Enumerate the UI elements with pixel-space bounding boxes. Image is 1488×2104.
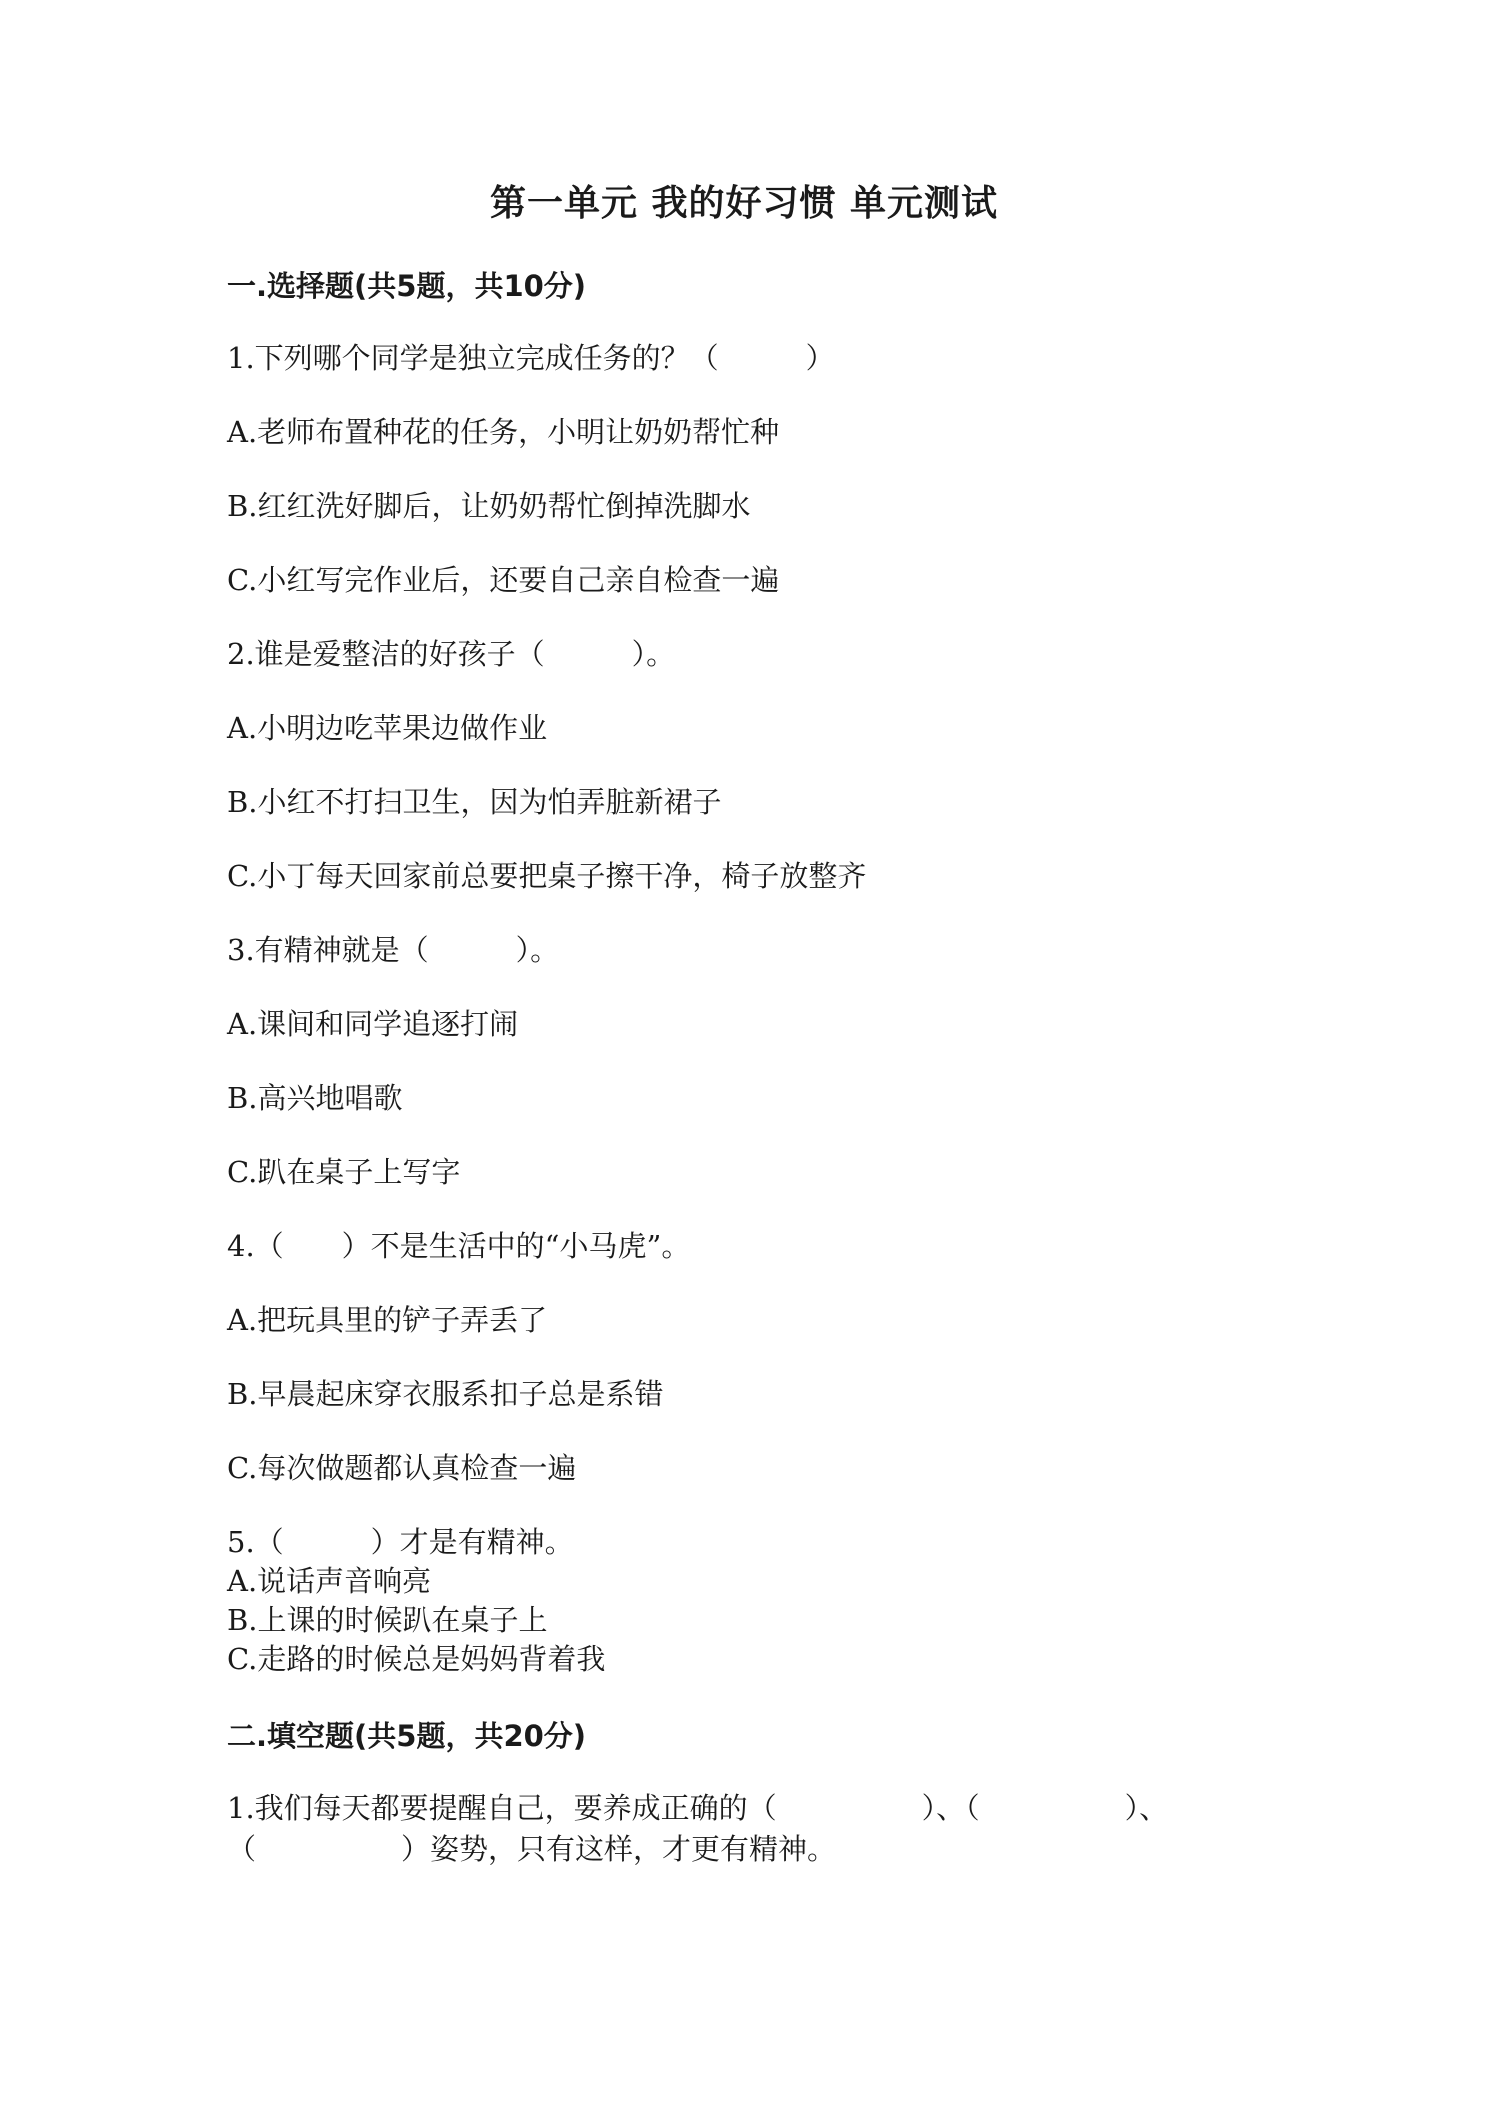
option-b: B.小红不打扫卫生，因为怕弄脏新裙子 <box>227 785 722 819</box>
option-a: A.把玩具里的铲子弄丢了 <box>227 1303 548 1337</box>
option-b: B.高兴地唱歌 <box>227 1081 403 1115</box>
question-stem: 4.（ ）不是生活中的“小马虎”。 <box>227 1229 691 1263</box>
option-c: C.小丁每天回家前总要把桌子擦干净，椅子放整齐 <box>227 859 867 893</box>
option-b: B.红红洗好脚后，让奶奶帮忙倒掉洗脚水 <box>227 489 751 523</box>
question-continuation: （ ）姿势，只有这样，才更有精神。 <box>227 1832 837 1866</box>
question-stem: 1.下列哪个同学是独立完成任务的？（ ） <box>227 341 835 375</box>
option-b: B.早晨起床穿衣服系扣子总是系错 <box>227 1377 664 1411</box>
option-a: A.说话声音响亮 <box>227 1564 432 1598</box>
question-stem: 2.谁是爱整洁的好孩子（ ）。 <box>227 637 676 671</box>
section-heading-fill: 二.填空题(共5题，共20分) <box>227 1719 587 1753</box>
question-stem: 5.（ ）才是有精神。 <box>227 1525 574 1559</box>
page-title: 第一单元 我的好习惯 单元测试 <box>489 183 999 224</box>
option-c: C.走路的时候总是妈妈背着我 <box>227 1642 606 1676</box>
option-c: C.小红写完作业后，还要自己亲自检查一遍 <box>227 563 780 597</box>
question-stem: 1.我们每天都要提醒自己，要养成正确的（ ）、（ ）、 <box>227 1791 1169 1825</box>
option-a: A.老师布置种花的任务，小明让奶奶帮忙种 <box>227 415 780 449</box>
option-b: B.上课的时候趴在桌子上 <box>227 1603 548 1637</box>
option-a: A.课间和同学追逐打闹 <box>227 1007 519 1041</box>
question-stem: 3.有精神就是（ ）。 <box>227 933 560 967</box>
option-a: A.小明边吃苹果边做作业 <box>227 711 548 745</box>
option-c: C.每次做题都认真检查一遍 <box>227 1451 577 1485</box>
option-c: C.趴在桌子上写字 <box>227 1155 461 1189</box>
section-heading-choice: 一.选择题(共5题，共10分) <box>227 269 587 303</box>
